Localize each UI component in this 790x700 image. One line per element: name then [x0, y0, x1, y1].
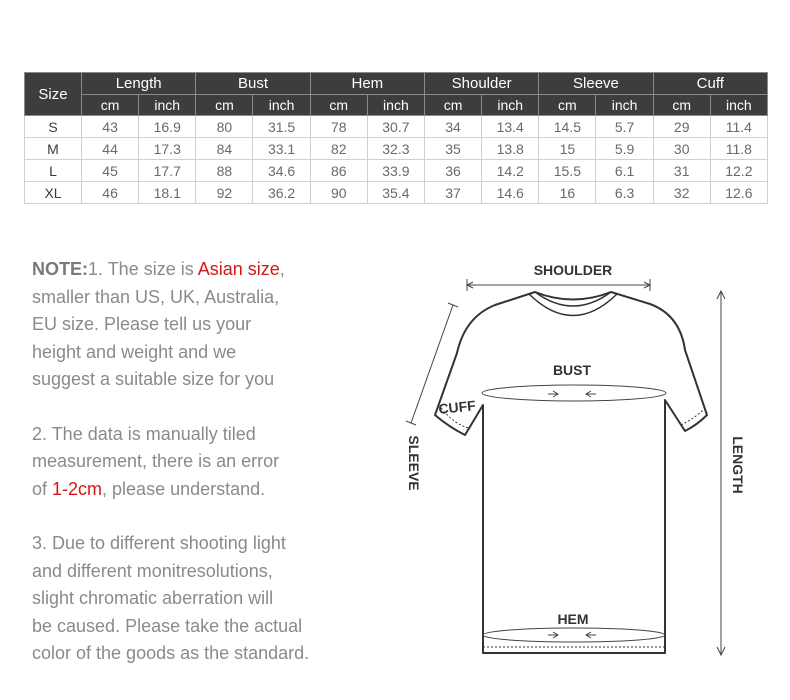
bust-right-arrow [586, 391, 596, 397]
note-2-line: 2. The data is manually tiled [32, 423, 256, 444]
note-1 [32, 256, 372, 394]
hem-right-arrow [586, 632, 596, 638]
group-header-sleeve: Sleeve [539, 73, 653, 95]
note-2-highlight: 1-2cm [52, 478, 103, 499]
note-3-line: be caused. Please take the actual [32, 615, 303, 636]
note-1-line: height and weight and we [32, 341, 237, 362]
table-unit-header-row [25, 95, 768, 116]
note-3-line: 3. Due to different shooting light [32, 533, 286, 553]
size-cell: M [25, 138, 82, 160]
table-cell: 18.1 [139, 182, 196, 204]
table-cell: 17.7 [139, 160, 196, 182]
size-header: Size [25, 73, 82, 116]
unit-header: inch [596, 95, 653, 116]
table-cell: 29 [653, 116, 710, 138]
table-cell: 5.9 [596, 138, 653, 160]
table-cell: 90 [310, 182, 367, 204]
group-header-hem: Hem [310, 73, 424, 95]
table-cell: 33.9 [367, 160, 424, 182]
shoulder-right-arrow [642, 282, 650, 288]
table-cell: 86 [310, 160, 367, 182]
tshirt-outline [435, 292, 707, 653]
size-chart-table [24, 72, 768, 204]
table-cell: 12.6 [710, 182, 767, 204]
length-label: LENGTH [730, 436, 746, 494]
note-1-text: 1. The size is [88, 259, 198, 279]
bust-label: BUST [552, 362, 592, 378]
table-cell: 32.3 [367, 138, 424, 160]
table-cell: 80 [196, 116, 253, 138]
cuff-label: CUFF [437, 397, 477, 417]
unit-header: inch [482, 95, 539, 116]
note-1-line: suggest a suitable size for you [32, 369, 275, 389]
table-cell: 35 [424, 138, 481, 160]
group-header-shoulder: Shoulder [424, 73, 538, 95]
table-row [25, 138, 768, 160]
unit-header: inch [367, 95, 424, 116]
unit-header: cm [539, 95, 596, 116]
measure-lines [406, 279, 725, 655]
unit-header: cm [82, 95, 139, 116]
shoulder-label: SHOULDER [533, 262, 613, 278]
table-cell: 33.1 [253, 138, 310, 160]
note-2-text: of [32, 478, 53, 499]
size-cell: XL [25, 182, 82, 204]
tshirt-diagram-svg [395, 255, 765, 680]
table-cell: 30 [653, 138, 710, 160]
table-cell: 15.5 [539, 160, 596, 182]
unit-header: cm [424, 95, 481, 116]
note-1-text: , [279, 259, 285, 279]
note-3-line: color of the goods as the standard. [32, 643, 310, 663]
table-cell: 13.4 [482, 116, 539, 138]
table-cell: 34.6 [253, 160, 310, 182]
shoulder-left-arrow [467, 282, 475, 288]
table-cell: 44 [82, 138, 139, 160]
notes-section [32, 256, 372, 695]
table-cell: 14.5 [539, 116, 596, 138]
note-2-line: measurement, there is an error [32, 451, 280, 471]
table-cell: 16 [539, 182, 596, 204]
table-cell: 84 [196, 138, 253, 160]
unit-header: inch [710, 95, 767, 116]
table-cell: 5.7 [596, 116, 653, 138]
size-cell: S [25, 116, 82, 138]
group-header-length: Length [82, 73, 196, 95]
note-label: NOTE: [32, 259, 88, 279]
hem-measure-ellipse [483, 628, 665, 642]
table-cell: 82 [310, 138, 367, 160]
table-cell: 12.2 [710, 160, 767, 182]
hem-label: HEM [557, 611, 589, 627]
note-1-line: smaller than US, UK, Australia, [32, 286, 280, 307]
bust-left-arrow [548, 391, 558, 397]
bust-measure-ellipse [482, 385, 666, 401]
note-3 [32, 530, 372, 668]
table-cell: 46 [82, 182, 139, 204]
unit-header: cm [310, 95, 367, 116]
table-cell: 6.1 [596, 160, 653, 182]
note-1-line: EU size. Please tell us your [32, 314, 252, 334]
note-2 [32, 421, 372, 504]
table-cell: 78 [310, 116, 367, 138]
note-3-line: slight chromatic aberration will [32, 588, 274, 608]
unit-header: inch [253, 95, 310, 116]
table-cell: 32 [653, 182, 710, 204]
group-header-bust: Bust [196, 73, 310, 95]
table-body [25, 116, 768, 204]
table-cell: 17.3 [139, 138, 196, 160]
sleeve-label: SLEEVE [406, 435, 422, 491]
table-cell: 31.5 [253, 116, 310, 138]
unit-header: cm [196, 95, 253, 116]
table-row [25, 116, 768, 138]
size-cell: L [25, 160, 82, 182]
table-cell: 31 [653, 160, 710, 182]
group-header-cuff: Cuff [653, 73, 767, 95]
table-row [25, 160, 768, 182]
unit-header: inch [139, 95, 196, 116]
table-cell: 6.3 [596, 182, 653, 204]
table-cell: 35.4 [367, 182, 424, 204]
table-group-header-row [25, 73, 768, 95]
table-cell: 92 [196, 182, 253, 204]
note-3-line: and different monitresolutions, [32, 560, 273, 581]
table-cell: 11.4 [710, 116, 767, 138]
table-row [25, 182, 768, 204]
table-cell: 13.8 [482, 138, 539, 160]
tshirt-measurement-diagram [395, 255, 765, 680]
table-cell: 15 [539, 138, 596, 160]
table-cell: 36.2 [253, 182, 310, 204]
table-cell: 43 [82, 116, 139, 138]
table-cell: 11.8 [710, 138, 767, 160]
note-2-text: , please understand. [102, 478, 266, 499]
table-cell: 36 [424, 160, 481, 182]
table-cell: 45 [82, 160, 139, 182]
note-1-highlight: Asian size [197, 259, 280, 279]
table-cell: 16.9 [139, 116, 196, 138]
table-cell: 14.6 [482, 182, 539, 204]
table-cell: 34 [424, 116, 481, 138]
table-cell: 37 [424, 182, 481, 204]
table-cell: 14.2 [482, 160, 539, 182]
table-cell: 88 [196, 160, 253, 182]
table-cell: 30.7 [367, 116, 424, 138]
unit-header: cm [653, 95, 710, 116]
hem-left-arrow [548, 632, 558, 638]
